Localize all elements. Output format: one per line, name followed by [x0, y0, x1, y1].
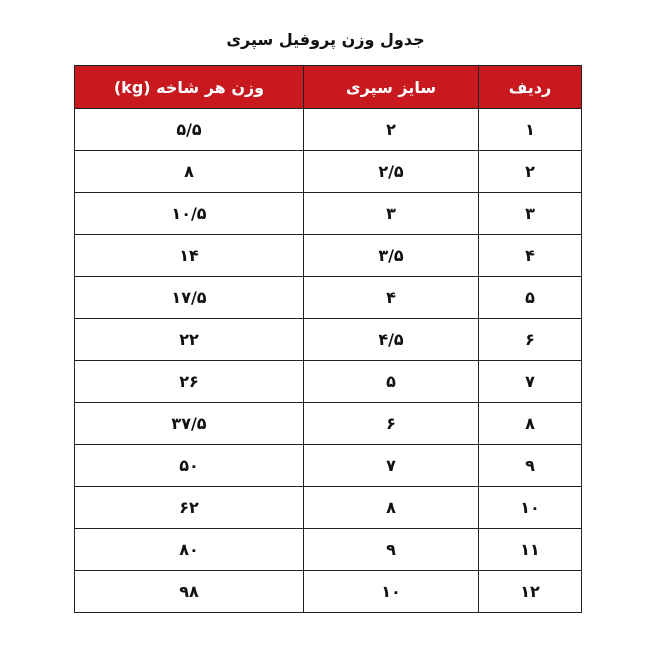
cell-row-number: ۶	[479, 319, 582, 361]
table-row	[75, 277, 582, 319]
page-title: جدول وزن پروفیل سپری	[226, 30, 425, 49]
cell-size: ۸	[304, 487, 479, 529]
table-row	[75, 403, 582, 445]
cell-weight: ۵/۵	[75, 109, 304, 151]
table-header-row	[75, 66, 582, 109]
cell-weight: ۱۷/۵	[75, 277, 304, 319]
cell-weight: ۲۲	[75, 319, 304, 361]
header-weight: وزن هر شاخه (kg)	[75, 66, 304, 109]
cell-size: ۹	[304, 529, 479, 571]
cell-weight: ۸۰	[75, 529, 304, 571]
cell-weight: ۳۷/۵	[75, 403, 304, 445]
cell-size: ۲	[304, 109, 479, 151]
cell-size: ۲/۵	[304, 151, 479, 193]
cell-weight: ۶۲	[75, 487, 304, 529]
cell-row-number: ۱۰	[479, 487, 582, 529]
cell-row-number: ۱۱	[479, 529, 582, 571]
weight-table	[74, 65, 582, 613]
table-row	[75, 487, 582, 529]
cell-weight: ۵۰	[75, 445, 304, 487]
table-row	[75, 529, 582, 571]
table-row	[75, 571, 582, 613]
cell-weight: ۹۸	[75, 571, 304, 613]
cell-weight: ۲۶	[75, 361, 304, 403]
table-row	[75, 361, 582, 403]
header-row-number: ردیف	[479, 66, 582, 109]
cell-weight: ۸	[75, 151, 304, 193]
cell-size: ۱۰	[304, 571, 479, 613]
cell-row-number: ۱	[479, 109, 582, 151]
cell-size: ۴	[304, 277, 479, 319]
cell-size: ۶	[304, 403, 479, 445]
cell-row-number: ۷	[479, 361, 582, 403]
cell-row-number: ۲	[479, 151, 582, 193]
cell-size: ۵	[304, 361, 479, 403]
table-row	[75, 445, 582, 487]
cell-row-number: ۱۲	[479, 571, 582, 613]
cell-row-number: ۸	[479, 403, 582, 445]
cell-size: ۳/۵	[304, 235, 479, 277]
header-size: سایز سپری	[304, 66, 479, 109]
cell-weight: ۱۰/۵	[75, 193, 304, 235]
cell-row-number: ۳	[479, 193, 582, 235]
table-row	[75, 151, 582, 193]
table-row	[75, 109, 582, 151]
cell-weight: ۱۴	[75, 235, 304, 277]
table-row	[75, 235, 582, 277]
cell-row-number: ۴	[479, 235, 582, 277]
cell-row-number: ۹	[479, 445, 582, 487]
cell-row-number: ۵	[479, 277, 582, 319]
cell-size: ۷	[304, 445, 479, 487]
cell-size: ۴/۵	[304, 319, 479, 361]
table-row	[75, 193, 582, 235]
table-row	[75, 319, 582, 361]
cell-size: ۳	[304, 193, 479, 235]
